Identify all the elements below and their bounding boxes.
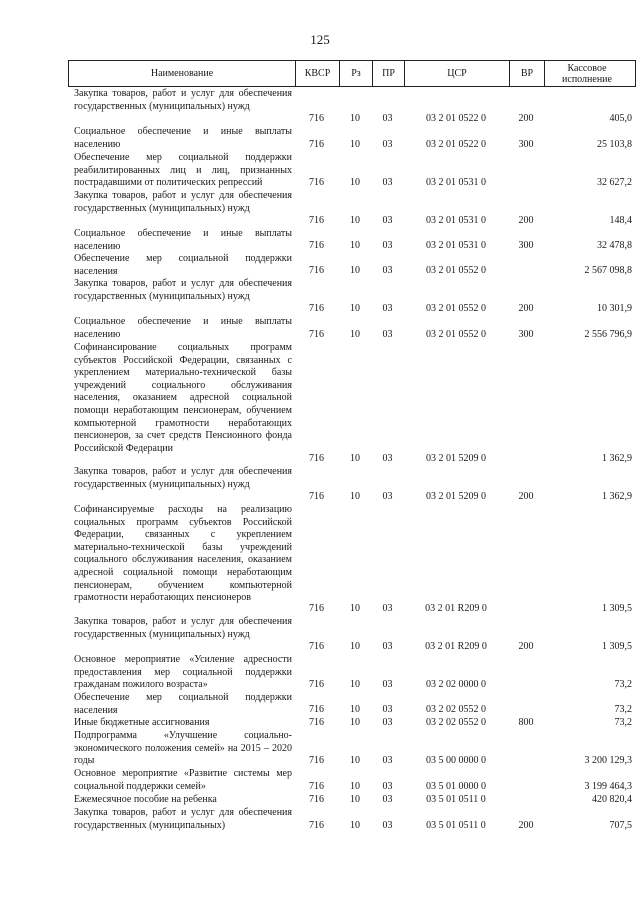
table-row [68,807,636,833]
row-name: Социальное обеспечение и иные выплаты населению [74,126,292,150]
row-vr: 200 [518,215,534,227]
row-kvsr: 716 [309,755,324,767]
row-amount: 1 362,9 [602,453,632,465]
column-header-csr: ЦСР [447,68,467,79]
row-vr: 200 [518,641,534,653]
table-row [68,88,636,126]
row-name: Иные бюджетные ассигнования [74,717,210,728]
row-vr: 800 [518,717,534,729]
row-name: Закупка товаров, работ и услуг для обеспечения государственных (муниципальных) нужд [74,88,292,112]
row-csr: 03 5 00 0000 0 [426,755,486,767]
row-name: Социальное обеспечение и иные выплаты населению [74,228,292,252]
row-name: Обеспечение мер социальной поддержки населения [74,253,292,277]
row-name: Закупка товаров, работ и услуг для обеспечения государственных (муниципальных) нужд [74,616,292,640]
row-rz: 10 [350,139,360,151]
row-rz: 10 [350,265,360,277]
row-name: Закупка товаров, работ и услуг для обеспечения государственных (муниципальных) нужд [74,466,292,490]
row-csr: 03 2 02 0000 0 [426,679,486,691]
table-row [68,253,636,278]
row-amount: 1 362,9 [602,491,632,503]
table-row [68,730,636,768]
row-csr: 03 2 01 0552 0 [426,303,486,315]
row-kvsr: 716 [309,240,324,252]
row-csr: 03 2 01 0531 0 [426,177,486,189]
row-rz: 10 [350,215,360,227]
row-pr: 03 [382,704,393,716]
row-amount: 3 199 464,3 [584,781,632,793]
row-kvsr: 716 [309,265,324,277]
row-rz: 10 [350,820,360,832]
row-csr: 03 2 01 5209 0 [426,491,486,503]
row-amount: 10 301,9 [597,303,632,315]
row-pr: 03 [382,240,393,252]
table-row [68,342,636,466]
row-rz: 10 [350,679,360,691]
row-pr: 03 [382,641,393,653]
row-name: Основное мероприятие «Развитие системы мер социальной поддержки семей» [74,768,292,792]
row-vr: 200 [518,491,534,503]
row-csr: 03 2 01 0522 0 [426,113,486,125]
row-name: Закупка товаров, работ и услуг для обеспечения государственных (муниципальных) нужд [74,278,292,302]
row-kvsr: 716 [309,641,324,653]
row-vr: 300 [518,139,534,151]
row-csr: 03 2 02 0552 0 [426,717,486,729]
row-amount: 73,2 [614,717,632,729]
row-amount: 420 820,4 [592,794,632,806]
table-row [68,717,636,730]
row-kvsr: 716 [309,820,324,832]
row-kvsr: 716 [309,794,324,806]
row-kvsr: 716 [309,603,324,615]
table-row [68,654,636,692]
row-pr: 03 [382,215,393,227]
row-kvsr: 716 [309,781,324,793]
row-pr: 03 [382,717,393,729]
row-rz: 10 [350,177,360,189]
row-pr: 03 [382,491,393,503]
row-name: Ежемесячное пособие на ребенка [74,794,217,805]
column-header-rz: Рз [351,68,361,79]
row-amount: 32 627,2 [597,177,632,189]
table-row [68,152,636,190]
row-pr: 03 [382,329,393,341]
column-header-kvsr: КВСР [304,68,331,79]
row-pr: 03 [382,139,393,151]
row-csr: 03 2 01 0531 0 [426,215,486,227]
table-row [68,466,636,504]
row-kvsr: 716 [309,329,324,341]
column-header-amount: Кассовое исполнение [562,62,612,85]
row-kvsr: 716 [309,704,324,716]
table-row [68,126,636,152]
table-row [68,616,636,654]
row-csr: 03 5 01 0000 0 [426,781,486,793]
table-row [68,794,636,807]
row-csr: 03 2 02 0552 0 [426,704,486,716]
row-kvsr: 716 [309,139,324,151]
table-row [68,504,636,616]
row-vr: 200 [518,303,534,315]
row-amount: 2 567 098,8 [584,265,632,277]
row-kvsr: 716 [309,113,324,125]
row-amount: 2 556 796,9 [584,329,632,341]
row-csr: 03 2 01 R209 0 [425,641,487,653]
row-amount: 405,0 [609,113,632,125]
row-pr: 03 [382,794,393,806]
row-vr: 200 [518,820,534,832]
row-kvsr: 716 [309,303,324,315]
row-vr: 200 [518,113,534,125]
row-amount: 32 478,8 [597,240,632,252]
row-kvsr: 716 [309,491,324,503]
row-amount: 707,5 [609,820,632,832]
row-amount: 1 309,5 [602,603,632,615]
row-pr: 03 [382,603,393,615]
row-csr: 03 2 01 0531 0 [426,240,486,252]
row-rz: 10 [350,781,360,793]
row-csr: 03 2 01 0522 0 [426,139,486,151]
table-row [68,692,636,717]
row-vr: 300 [518,329,534,341]
row-name: Обеспечение мер социальной поддержки населения [74,692,292,716]
row-csr: 03 2 01 R209 0 [425,603,487,615]
row-pr: 03 [382,755,393,767]
row-pr: 03 [382,303,393,315]
column-header-vr: ВР [520,68,534,79]
row-name: Подпрограмма «Улучшение социально-экономического положения семей» на 2015 – 2020 годы [74,730,292,767]
table-row [68,190,636,228]
row-kvsr: 716 [309,177,324,189]
row-rz: 10 [350,240,360,252]
row-vr: 300 [518,240,534,252]
page-number: 125 [310,32,330,47]
row-pr: 03 [382,453,393,465]
row-amount: 1 309,5 [602,641,632,653]
row-rz: 10 [350,113,360,125]
row-name: Софинансирование социальных программ субъектов Российской Федерации, связанных с укреплением материально-технической базы учреждений социального обслуживания населения, оказанием адресной социальной помощи неработающим пенсионерам, обучением компьютерной грамотности неработающих пенсионеров, за счет средств Пенсионного фонда Российской Федерации [74,342,292,454]
table-row [68,278,636,316]
row-kvsr: 716 [309,453,324,465]
row-rz: 10 [350,453,360,465]
row-kvsr: 716 [309,717,324,729]
row-rz: 10 [350,641,360,653]
row-rz: 10 [350,755,360,767]
row-rz: 10 [350,329,360,341]
row-pr: 03 [382,113,393,125]
row-amount: 3 200 129,3 [584,755,632,767]
row-kvsr: 716 [309,679,324,691]
row-amount: 148,4 [609,215,632,227]
table-row [68,228,636,253]
row-csr: 03 5 01 0511 0 [426,820,486,832]
row-name: Социальное обеспечение и иные выплаты населению [74,316,292,340]
row-rz: 10 [350,717,360,729]
row-rz: 10 [350,704,360,716]
row-pr: 03 [382,781,393,793]
row-csr: 03 2 01 0552 0 [426,265,486,277]
row-csr: 03 5 01 0511 0 [426,794,486,806]
row-name: Софинансируемые расходы на реализацию социальных программ субъектов Российской Федерации, связанных с укреплением материально-технической базы учреждений социального обслуживания населения, оказанием адресной социальной помощи неработающим пенсионерам, обучением компьютерной грамотности неработающих пенсионеров [74,504,292,604]
row-pr: 03 [382,265,393,277]
row-csr: 03 2 01 0552 0 [426,329,486,341]
row-rz: 10 [350,603,360,615]
column-header-pr: ПР [382,68,395,79]
row-pr: 03 [382,679,393,691]
table-row [68,316,636,342]
table-header [68,60,636,87]
row-name: Обеспечение мер социальной поддержки реабилитированных лиц и лиц, признанных пострадавшими от политических репрессий [74,152,292,189]
row-amount: 73,2 [614,679,632,691]
row-pr: 03 [382,177,393,189]
row-csr: 03 2 01 5209 0 [426,453,486,465]
column-header-name: Наименование [150,68,214,79]
row-name: Закупка товаров, работ и услуг для обеспечения государственных (муниципальных) нужд [74,190,292,214]
row-amount: 25 103,8 [597,139,632,151]
row-amount: 73,2 [614,704,632,716]
row-rz: 10 [350,794,360,806]
row-name: Закупка товаров, работ и услуг для обеспечения государственных (муниципальных) [74,807,292,831]
row-name: Основное мероприятие «Усиление адресности предоставления мер социальной поддержки гражданам пожилого возраста» [74,654,292,691]
row-rz: 10 [350,491,360,503]
row-rz: 10 [350,303,360,315]
table-row [68,768,636,794]
row-pr: 03 [382,820,393,832]
row-kvsr: 716 [309,215,324,227]
